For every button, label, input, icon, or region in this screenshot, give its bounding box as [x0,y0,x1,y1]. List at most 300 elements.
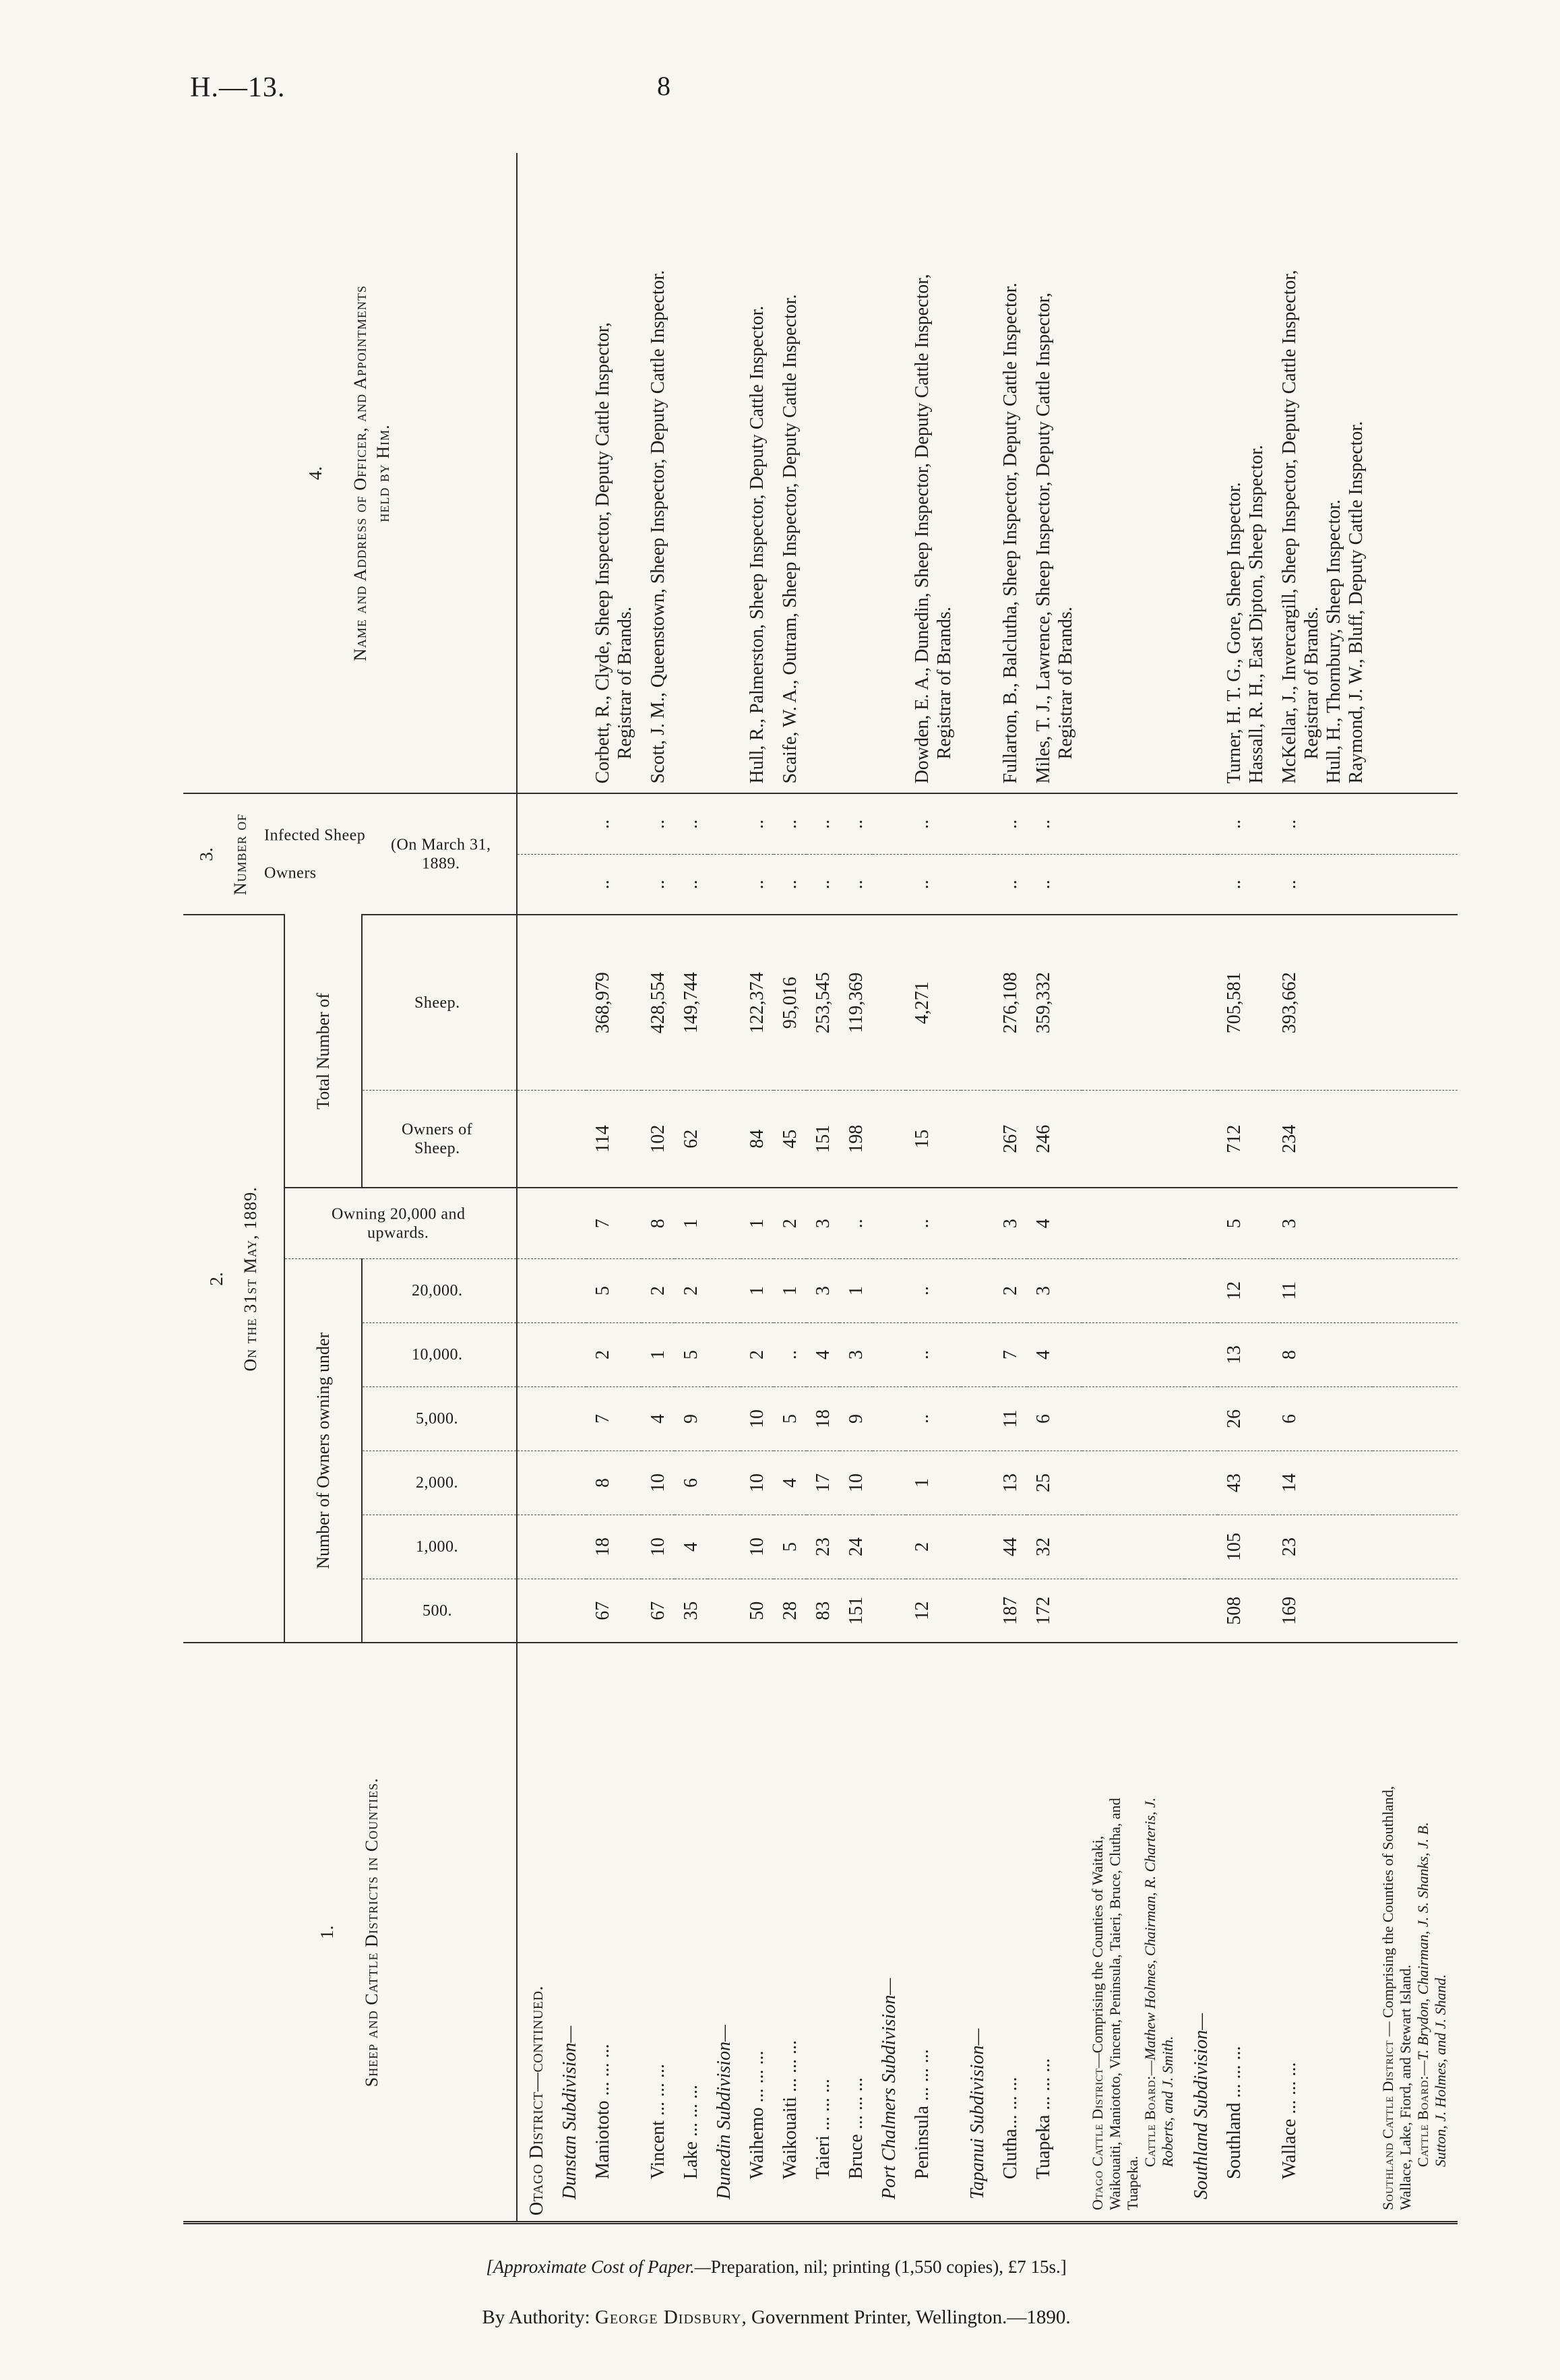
officer-cell [741,153,774,793]
value-cell: 26 [1218,1387,1273,1451]
value-cell: 151 [807,1091,840,1188]
officer-cell [873,153,906,793]
value-cell [708,915,741,1090]
value-cell [961,793,994,854]
officer-cell [708,153,741,793]
value-cell: 5 [774,1515,807,1579]
value-cell: 246 [1027,1091,1082,1188]
officer-cell [961,153,994,793]
value-cell: .. [1027,793,1082,854]
cost-note [183,2257,1369,2278]
officer-entry: Hassall, R. H., East Dipton, Sheep Inspector. [1246,445,1267,784]
table-row [774,153,807,2222]
officer-cell [1218,153,1273,793]
value-cell [708,793,741,854]
value-cell [1082,915,1185,1090]
value-cell: 84 [741,1091,774,1188]
value-cell [1082,854,1185,915]
value-cell: 9 [840,1387,873,1451]
value-cell [517,915,553,1090]
district-cell: Dunstan Subdivision— [553,1643,586,2223]
value-cell: 11 [994,1387,1027,1451]
value-cell [873,1579,906,1643]
value-cell [517,1091,553,1188]
value-cell [553,1515,586,1579]
officer-cell [1273,153,1373,793]
value-cell: .. [741,854,774,915]
value-cell: 4 [774,1451,807,1515]
district-cell: Dunedin Subdivision— [708,1643,741,2223]
value-cell: 393,662 [1273,915,1373,1090]
header-31st-may-stack [206,921,261,1637]
value-cell: .. [840,1188,873,1259]
value-cell: 83 [807,1579,840,1643]
value-cell: 10 [741,1515,774,1579]
officer-entry: Scott, J. M., Queenstown, Sheep Inspector, Deputy Cattle Inspector. [648,270,668,784]
value-cell: 4 [807,1323,840,1387]
officer-cell [586,153,642,793]
value-cell [1373,1387,1458,1451]
sheep-cattle-districts-table [183,153,1458,2224]
value-cell: .. [1027,854,1082,915]
value-cell: .. [1218,793,1273,854]
value-cell [1185,1188,1218,1259]
value-cell: 4 [1027,1188,1082,1259]
district-cell: Waihemo ... ... ... [741,1643,774,2223]
value-cell [873,1091,906,1188]
value-cell: 8 [586,1451,642,1515]
value-cell: 149,744 [675,915,708,1090]
table-body [517,153,1458,2222]
value-cell: 5 [1218,1188,1273,1259]
value-cell: 253,545 [807,915,840,1090]
table-row [840,153,873,2222]
value-cell: 151 [840,1579,873,1643]
value-cell: 8 [1273,1323,1373,1387]
header-districts [183,1643,517,2223]
district-cell: Waikouaiti ... ... ... [774,1643,807,2223]
value-cell [1185,1515,1218,1579]
header-1000 [362,1515,517,1579]
table-row [1373,153,1458,2222]
value-cell [553,1387,586,1451]
value-cell [553,1091,586,1188]
table-row [1273,153,1373,2222]
value-cell: .. [807,854,840,915]
col4-number: 4. [305,466,325,481]
value-cell: 712 [1218,1091,1273,1188]
table-row [553,153,586,2222]
value-cell: 35 [675,1579,708,1643]
value-cell: 276,108 [994,915,1027,1090]
value-cell: .. [586,854,642,915]
value-cell [517,1515,553,1579]
col1-title: Sheep and Cattle Districts in Counties. [361,1777,381,2087]
note-smallcaps: Otago Cattle District [1089,2068,1106,2210]
value-cell: 12 [906,1579,961,1643]
value-cell [1082,793,1185,854]
district-cell: Vincent ... ... ... [642,1643,675,2223]
note-line [1142,1779,1177,2210]
value-cell: 1 [774,1259,807,1323]
value-cell: 18 [586,1515,642,1579]
header-2000 [362,1451,517,1515]
value-cell: 122,374 [741,915,774,1090]
value-cell: .. [774,854,807,915]
value-cell: .. [906,1188,961,1259]
value-cell: .. [774,793,807,854]
value-cell [553,1323,586,1387]
col3-date-note: (On March 31, 1889. [391,836,491,873]
value-cell [961,1188,994,1259]
officer-entry: Miles, T. J., Lawrence, Sheep Inspector, Deputy Cattle Inspector, Registrar of Brands. [1033,293,1076,784]
value-cell: 368,979 [586,915,642,1090]
col3-owners-label: Owners [263,864,317,882]
value-cell [1082,1451,1185,1515]
value-cell: .. [840,854,873,915]
value-cell [1082,1188,1185,1259]
note-line [1379,1765,1414,2210]
district-cell [1082,1643,1185,2223]
value-cell: 105 [1218,1515,1273,1579]
table-row [1218,153,1273,2222]
value-cell: 705,581 [1218,915,1273,1090]
district-cell: Tuapeka ... ... ... [1027,1643,1082,2223]
officer-entry: Hull, H., Thornbury, Sheep Inspector. [1323,499,1344,784]
value-cell [1185,854,1218,915]
value-cell [553,1259,586,1323]
officer-cell [1027,153,1082,793]
value-cell [961,1387,994,1451]
value-cell [708,1259,741,1323]
value-cell: .. [675,793,708,854]
value-cell: .. [741,793,774,854]
value-cell [1082,1259,1185,1323]
header-total-number: Total Number of [284,915,362,1188]
value-cell: 15 [906,1091,961,1188]
value-cell [1373,854,1458,915]
value-cell: 3 [994,1188,1027,1259]
value-cell: 4,271 [906,915,961,1090]
value-cell [517,1451,553,1515]
value-cell [1373,1515,1458,1579]
value-cell [553,854,586,915]
value-cell: .. [906,1323,961,1387]
table-row [642,153,675,2222]
value-cell: 4 [1027,1323,1082,1387]
table-row [517,153,553,2222]
value-cell: 3 [840,1323,873,1387]
value-cell [1185,1387,1218,1451]
value-cell [961,1579,994,1643]
table-header [183,153,517,2222]
district-cell: Port Chalmers Subdivision— [873,1643,906,2223]
value-cell: .. [994,854,1027,915]
value-cell [1082,1579,1185,1643]
value-cell: 2 [774,1188,807,1259]
officer-cell [1373,153,1458,793]
officer-cell [807,153,840,793]
note-text: T. Brydon, Chairman, J. S. Shanks, J. B. Sutton, J. Holmes, and J. Shand. [1414,1822,1449,2167]
value-cell: 114 [586,1091,642,1188]
value-cell: 67 [586,1579,642,1643]
value-cell: 102 [642,1091,675,1188]
total-sheep-label: Sheep. [414,994,460,1012]
value-cell: 11 [1273,1259,1373,1323]
value-cell: 2 [675,1259,708,1323]
value-cell [873,1451,906,1515]
value-cell [1185,1259,1218,1323]
value-cell: 62 [675,1091,708,1188]
officer-entry: Corbett, R., Clyde, Sheep Inspector, Deputy Cattle Inspector, Registrar of Brands. [592,322,635,784]
value-cell: .. [906,854,961,915]
col3-title: Number of [230,813,250,896]
value-cell: 5 [586,1259,642,1323]
col2-number: 2. [206,1272,226,1286]
district-cell: Tapanui Subdivision— [961,1643,994,2223]
authority-suffix: , Government Printer, Wellington.—1890. [741,2307,1071,2328]
officer-entry: Dowden, E. A., Dunedin, Sheep Inspector, Deputy Cattle Inspector, Registrar of Brands. [912,274,955,784]
value-cell [1373,1579,1458,1643]
value-cell: 13 [994,1451,1027,1515]
district-cell: Peninsula ... ... ... [906,1643,961,2223]
value-cell: 3 [1273,1188,1373,1259]
value-cell: 4 [675,1515,708,1579]
value-cell: .. [1273,793,1373,854]
amount-10000-label: 10,000. [411,1346,463,1364]
col3-sublabels [264,826,365,882]
table-row [1027,153,1082,2222]
value-cell: .. [586,793,642,854]
value-cell [961,1259,994,1323]
note-smallcaps: Cattle Board:— [1142,2060,1158,2167]
value-cell: 18 [807,1387,840,1451]
value-cell [1082,1091,1185,1188]
value-cell [708,1387,741,1451]
value-cell: .. [642,793,675,854]
amount-1000-label: 1,000. [416,1538,458,1556]
value-cell: 7 [994,1323,1027,1387]
officer-entry: Fullarton, B., Balclutha, Sheep Inspector, Deputy Cattle Inspector. [1000,282,1021,784]
value-cell: 187 [994,1579,1027,1643]
value-cell [873,854,906,915]
district-cell: Maniototo ... ... ... [586,1643,642,2223]
officer-cell [675,153,708,793]
value-cell: 25 [1027,1451,1082,1515]
value-cell [517,854,553,915]
table-row [906,153,961,2222]
value-cell: 43 [1218,1451,1273,1515]
value-cell: 6 [1273,1387,1373,1451]
value-cell [1185,1323,1218,1387]
value-cell [553,1451,586,1515]
value-cell: 10 [642,1451,675,1515]
value-cell: 234 [1273,1091,1373,1188]
value-cell: 5 [675,1323,708,1387]
value-cell [961,1091,994,1188]
value-cell [961,1323,994,1387]
value-cell: .. [906,1259,961,1323]
owning-upwards-label: Owning 20,000 and upwards. [331,1205,466,1242]
header-owning-upwards [284,1188,517,1259]
value-cell: 45 [774,1091,807,1188]
value-cell [1373,915,1458,1090]
value-cell: 169 [1273,1579,1373,1643]
value-cell [517,1259,553,1323]
note-line [1089,1765,1142,2210]
value-cell [553,915,586,1090]
value-cell: 24 [840,1515,873,1579]
header-districts-stack [317,1649,383,2216]
value-cell: 7 [586,1387,642,1451]
authority-prefix: By Authority: [482,2307,595,2328]
header-31st-may [183,915,284,1643]
value-cell [961,854,994,915]
value-cell: 10 [741,1387,774,1451]
header-number-of-stack [196,799,503,909]
value-cell [1185,1451,1218,1515]
value-cell [517,1579,553,1643]
district-cell: Southland Subdivision— [1185,1643,1218,2223]
value-cell: 14 [1273,1451,1373,1515]
value-cell: 1 [741,1259,774,1323]
value-cell: .. [807,793,840,854]
district-cell [1373,1643,1458,2223]
value-cell: 12 [1218,1259,1273,1323]
header-number-of-infected [183,793,517,915]
page-number: 8 [657,71,670,101]
value-cell: 28 [774,1579,807,1643]
value-cell [517,793,553,854]
value-cell [1185,1579,1218,1643]
value-cell [1082,1323,1185,1387]
value-cell: 6 [675,1451,708,1515]
note-smallcaps: Cattle Board:— [1414,2060,1431,2167]
note-text: Mathew Holmes, Chairman, R. Charteris, J. Roberts, and J. Smith. [1142,1797,1176,2167]
table-row [586,153,642,2222]
value-cell [553,1188,586,1259]
value-cell [961,1451,994,1515]
header-500 [362,1579,517,1643]
value-cell [708,1323,741,1387]
value-cell [708,1515,741,1579]
table-row [675,153,708,2222]
value-cell: 3 [807,1259,840,1323]
officer-entry: Hull, R., Palmerston, Sheep Inspector, Deputy Cattle Inspector. [747,305,768,784]
value-cell: 44 [994,1515,1027,1579]
value-cell [873,915,906,1090]
amount-20000-label: 20,000. [411,1282,463,1300]
value-cell [873,1387,906,1451]
table-row [1082,153,1185,2222]
officer-cell [553,153,586,793]
value-cell [873,1188,906,1259]
header-officer-stack [305,158,395,787]
value-cell: 2 [586,1323,642,1387]
rotated-table-container [183,155,1458,2224]
value-cell: .. [774,1323,807,1387]
value-cell: .. [906,1387,961,1451]
value-cell [873,793,906,854]
table-row [807,153,840,2222]
value-cell [1185,793,1218,854]
document-reference: H.—13. [190,72,286,103]
note-text: — Comprising the Counties of Southland, Wallace, Lake, Fiord, and Stewart Island. [1379,1786,1414,2210]
value-cell [1185,915,1218,1090]
officer-cell [1082,153,1185,793]
value-cell: 428,554 [642,915,675,1090]
value-cell [1373,793,1458,854]
value-cell: 7 [586,1188,642,1259]
district-cell: Southland ... ... ... [1218,1643,1273,2223]
value-cell: 32 [1027,1515,1082,1579]
value-cell: 119,369 [840,915,873,1090]
value-cell: 8 [642,1188,675,1259]
value-cell: 1 [675,1188,708,1259]
amount-2000-label: 2,000. [416,1474,458,1492]
table-row [994,153,1027,2222]
value-cell [708,1091,741,1188]
note-smallcaps: Southland Cattle District [1379,2040,1396,2210]
value-cell: 508 [1218,1579,1273,1643]
value-cell: 267 [994,1091,1027,1188]
value-cell: 2 [906,1515,961,1579]
value-cell [708,1188,741,1259]
value-cell [517,1188,553,1259]
value-cell: 10 [741,1451,774,1515]
header-5000 [362,1387,517,1451]
officer-cell [774,153,807,793]
header-officer [183,153,517,793]
district-cell: Otago District—continued. [517,1643,553,2223]
value-cell [517,1387,553,1451]
value-cell [1373,1091,1458,1188]
value-cell: 4 [642,1387,675,1451]
value-cell: 1 [906,1451,961,1515]
officer-entry: Scaife, W. A., Outram, Sheep Inspector, Deputy Cattle Inspector. [780,294,801,784]
value-cell: .. [994,793,1027,854]
value-cell: .. [1273,854,1373,915]
amount-5000-label: 5,000. [416,1410,458,1428]
authority-printer-name: George Didsbury [594,2307,742,2328]
value-cell: 2 [994,1259,1027,1323]
officer-entry: Turner, H. T. G., Gore, Sheep Inspector. [1224,482,1245,784]
value-cell: 6 [1027,1387,1082,1451]
value-cell: .. [1218,854,1273,915]
value-cell: 2 [642,1259,675,1323]
table-row [708,153,741,2222]
amount-500-label: 500. [422,1601,452,1620]
col3-number: 3. [195,847,216,861]
value-cell: 172 [1027,1579,1082,1643]
value-cell: 5 [774,1387,807,1451]
district-cell: Lake ... ... ... [675,1643,708,2223]
value-cell [1373,1451,1458,1515]
value-cell [708,854,741,915]
table-row [873,153,906,2222]
value-cell: 9 [675,1387,708,1451]
value-cell [708,1451,741,1515]
value-cell [1373,1188,1458,1259]
cost-note-rest: Preparation, nil; printing (1,550 copies), £7 15s.] [710,2257,1067,2277]
district-cell: Wallace ... ... ... [1273,1643,1373,2223]
officer-cell [994,153,1027,793]
value-cell [1082,1515,1185,1579]
cost-note-italic: [Approximate Cost of Paper.— [486,2257,711,2277]
value-cell: 3 [1027,1259,1082,1323]
value-cell [1082,1387,1185,1451]
value-cell: 23 [1273,1515,1373,1579]
